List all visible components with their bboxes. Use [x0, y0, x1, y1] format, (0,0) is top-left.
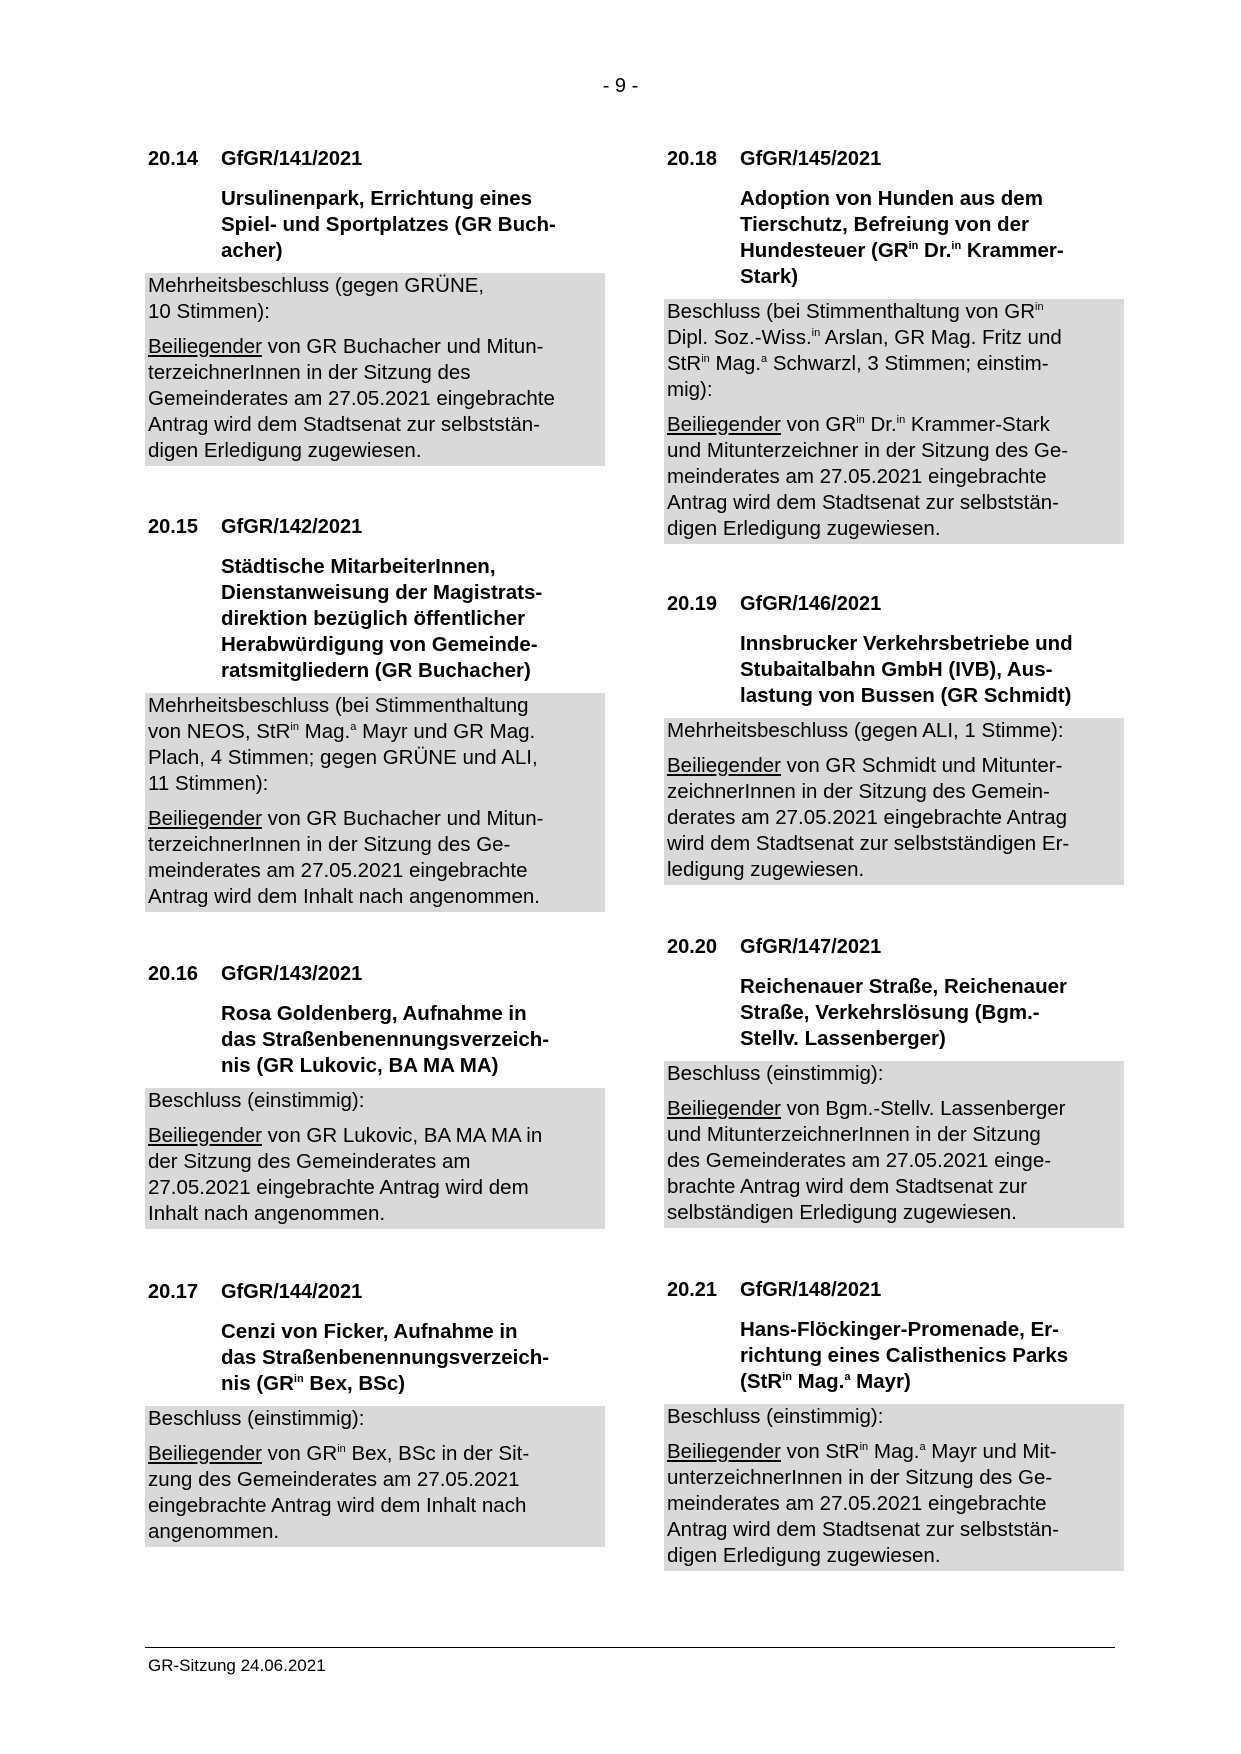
decision-text: [148, 806, 603, 910]
title-line: ratsmitgliedern (GR Buchacher): [221, 659, 531, 682]
text-line: brachte Antrag wird dem Stadtsenat zur: [667, 1175, 1028, 1198]
item-header: [145, 146, 605, 172]
text-line: Antrag wird dem Inhalt nach angenommen.: [148, 885, 541, 908]
item-title: [740, 186, 1124, 290]
title-line: Hans-Flöckinger-Promenade, Er-: [740, 1318, 1059, 1341]
text-line: der Sitzung des Gemeinderates am: [148, 1150, 471, 1173]
item-header: [664, 934, 1124, 960]
text-line: terzeichnerInnen in der Sitzung des: [148, 361, 471, 384]
decision-text: [667, 1439, 1122, 1569]
decision-line: Beschluss (einstimmig):: [667, 1062, 884, 1085]
item-code: GfGR/143/2021: [221, 963, 363, 985]
item-code: GfGR/141/2021: [221, 148, 363, 170]
text-line: [667, 753, 1122, 779]
decision-line-part: Dipl. Soz.-Wiss.$^{in}$ Arslan, GR Mag. Fritz und: [667, 326, 1062, 349]
beiliegender-label: Beiliegender: [667, 1097, 781, 1120]
title-line: Städtische MitarbeiterInnen,: [221, 555, 496, 578]
text-line: Inhalt nach angenommen.: [148, 1202, 386, 1225]
text-line: [667, 1096, 1122, 1122]
text-line: angenommen.: [148, 1520, 280, 1543]
title-line: nis ($GR^{in}$ Bex, BSc): [221, 1372, 406, 1395]
text-line: digen Erledigung zugewiesen.: [667, 517, 941, 540]
decision-line: Beschluss (einstimmig):: [148, 1407, 365, 1430]
decision-line-part: von NEOS, StR$^{in}$ Mag.$^a$ Mayr und GR Mag.: [148, 720, 536, 743]
text-line: [148, 1123, 603, 1149]
title-line: Hundesteuer ($GR^{in}$ Dr.$^{in}$ Krammer-: [740, 239, 1064, 262]
decision-box: [664, 1404, 1124, 1571]
item-number: 20.21: [667, 1279, 718, 1301]
item-header: [664, 591, 1124, 617]
item-code: GfGR/142/2021: [221, 516, 363, 538]
agenda-item-20-18: [664, 146, 1124, 544]
title-line: Adoption von Hunden aus dem: [740, 187, 1043, 210]
decision-box: [145, 273, 605, 466]
item-number: 20.19: [667, 593, 718, 615]
decision-box: [664, 718, 1124, 885]
decision-text: [148, 1123, 603, 1227]
text-line: derates am 27.05.2021 eingebrachte Antrag: [667, 806, 1068, 829]
text-line: meinderates am 27.05.2021 eingebrachte: [667, 465, 1047, 488]
item-code: GfGR/147/2021: [740, 936, 882, 958]
text-line: Antrag wird dem Stadtsenat zur selbststän-: [667, 491, 1059, 514]
text-line: meinderates am 27.05.2021 eingebrachte: [148, 859, 528, 882]
beiliegender-label: Beiliegender: [148, 807, 262, 830]
decision-line: Beschluss (einstimmig):: [667, 1405, 884, 1428]
title-line: Innsbrucker Verkehrsbetriebe und: [740, 632, 1073, 655]
decision-box: [145, 1088, 605, 1229]
decision-line-part: Beschluss (bei Stimmenthaltung von $GR^{in}$: [667, 300, 1044, 323]
text-line: digen Erledigung zugewiesen.: [148, 439, 422, 462]
title-line: Ursulinenpark, Errichtung eines: [221, 187, 532, 210]
title-line: Rosa Goldenberg, Aufnahme in: [221, 1002, 527, 1025]
item-header: [145, 1279, 605, 1305]
text-part: von GR Schmidt und Mitunter-: [780, 754, 1063, 777]
title-line: Dienstanweisung der Magistrats-: [221, 581, 543, 604]
title-line: richtung eines Calisthenics Parks: [740, 1344, 1069, 1367]
text-line: eingebrachte Antrag wird dem Inhalt nach: [148, 1494, 527, 1517]
text-part: von Bgm.-Stellv. Lassenberger: [780, 1097, 1066, 1120]
decision-box: [664, 1061, 1124, 1228]
item-title: [221, 1001, 605, 1079]
item-title: [740, 974, 1124, 1052]
text-line: [148, 806, 603, 832]
text-line: Beiliegender von $GR^{in}$ Dr.$^{in}$ Krammer-Stark: [667, 413, 1050, 436]
decision-line: [148, 693, 603, 806]
item-title: [221, 1319, 605, 1397]
decision-box: [145, 1406, 605, 1547]
item-title: [740, 631, 1124, 709]
text-part: von GR Lukovic, BA MA MA in: [261, 1124, 543, 1147]
item-title: [221, 186, 605, 264]
decision-line-part: 10 Stimmen):: [148, 300, 270, 323]
title-line: Tierschutz, Befreiung von der: [740, 213, 1029, 236]
text-line: Gemeinderates am 27.05.2021 eingebrachte: [148, 387, 555, 410]
item-code: GfGR/145/2021: [740, 148, 882, 170]
text-part: von GR Buchacher und Mitun-: [261, 335, 544, 358]
footer-divider: [145, 1647, 1115, 1648]
footer-text: GR-Sitzung 24.06.2021: [148, 1656, 326, 1675]
item-header: [664, 1277, 1124, 1303]
title-line: Cenzi von Ficker, Aufnahme in: [221, 1320, 518, 1343]
item-number: 20.14: [148, 148, 199, 170]
title-line: Herabwürdigung von Gemeinde-: [221, 633, 538, 656]
title-line: lastung von Bussen (GR Schmidt): [740, 684, 1072, 707]
text-line: meinderates am 27.05.2021 eingebrachte: [667, 1492, 1047, 1515]
agenda-item-20-17: [145, 1279, 605, 1547]
agenda-item-20-14: [145, 146, 605, 466]
item-header: [664, 146, 1124, 172]
item-title: [740, 1317, 1124, 1395]
text-line: terzeichnerInnen in der Sitzung des Ge-: [148, 833, 511, 856]
title-line: Straße, Verkehrslösung (Bgm.-: [740, 1001, 1040, 1024]
agenda-item-20-16: [145, 961, 605, 1229]
decision-line-part: StR$^{in}$ Mag.$^a$ Schwarzl, 3 Stimmen; einstim-: [667, 352, 1049, 375]
decision-box: [145, 693, 605, 912]
item-number: 20.15: [148, 516, 199, 538]
beiliegender-label: Beiliegender: [148, 1124, 262, 1147]
text-line: zeichnerInnen in der Sitzung des Gemein-: [667, 780, 1050, 803]
right-column: [664, 146, 1124, 1571]
decision-line-part: 11 Stimmen):: [148, 772, 269, 795]
text-line: Antrag wird dem Stadtsenat zur selbststän-: [148, 413, 540, 436]
text-part: von GR Buchacher und Mitun-: [261, 807, 544, 830]
left-column: [145, 146, 605, 1547]
beiliegender-label: Beiliegender: [667, 754, 781, 777]
beiliegender-label: Beiliegender: [667, 1440, 781, 1463]
title-line: das Straßenbenennungsverzeich-: [221, 1346, 550, 1369]
text-line: unterzeichnerInnen in der Sitzung des Ge-: [667, 1466, 1053, 1489]
title-line: Stellv. Lassenberger): [740, 1027, 946, 1050]
title-line: Stark): [740, 265, 799, 288]
title-line: nis (GR Lukovic, BA MA MA): [221, 1054, 499, 1077]
decision-text: [667, 1096, 1122, 1226]
agenda-item-20-20: [664, 934, 1124, 1228]
text-line: und Mitunterzeichner in der Sitzung des Ge-: [667, 439, 1069, 462]
decision-line-part: Mehrheitsbeschluss (gegen GRÜNE,: [148, 274, 485, 297]
agenda-item-20-15: [145, 514, 605, 912]
text-line: digen Erledigung zugewiesen.: [667, 1544, 941, 1567]
title-line: Stubaitalbahn GmbH (IVB), Aus-: [740, 658, 1053, 681]
item-title: [221, 554, 605, 684]
beiliegender-label: Beiliegender: [148, 1442, 262, 1465]
text-line: zung des Gemeinderates am 27.05.2021: [148, 1468, 520, 1491]
decision-line-part: mig):: [667, 378, 713, 401]
agenda-item-20-21: [664, 1277, 1124, 1571]
item-code: GfGR/144/2021: [221, 1281, 363, 1303]
decision-text: [667, 753, 1122, 883]
text-line: Beiliegender von StR$^{in}$ Mag.$^a$ Mayr und Mit-: [667, 1440, 1057, 1463]
item-number: 20.20: [667, 936, 718, 958]
decision-text: [148, 334, 603, 464]
text-line: Antrag wird dem Stadtsenat zur selbststän-: [667, 1518, 1059, 1541]
text-line: des Gemeinderates am 27.05.2021 einge-: [667, 1149, 1052, 1172]
text-line: Beiliegender von $GR^{in}$ Bex, BSc in der Sit-: [148, 1442, 530, 1465]
page-number: - 9 -: [602, 75, 639, 97]
title-line: Reichenauer Straße, Reichenauer: [740, 975, 1067, 998]
title-line: Spiel- und Sportplatzes (GR Buch-: [221, 213, 556, 236]
title-line: direktion bezüglich öffentlicher: [221, 607, 526, 630]
decision-line: [667, 299, 1122, 412]
item-number: 20.16: [148, 963, 199, 985]
text-line: und MitunterzeichnerInnen in der Sitzung: [667, 1123, 1041, 1146]
beiliegender-label: Beiliegender: [148, 335, 262, 358]
item-number: 20.17: [148, 1281, 199, 1303]
decision-text: [148, 1441, 603, 1545]
decision-box: [664, 299, 1124, 544]
item-header: [145, 961, 605, 987]
title-line: das Straßenbenennungsverzeich-: [221, 1028, 550, 1051]
agenda-item-20-19: [664, 591, 1124, 885]
text-line: [148, 334, 603, 360]
decision-line-part: Mehrheitsbeschluss (bei Stimmenthaltung: [148, 694, 529, 717]
decision-text: [667, 412, 1122, 542]
title-line: (StR$^{in}$ Mag.$^a$ Mayr): [740, 1370, 911, 1393]
text-line: ledigung zugewiesen.: [667, 858, 865, 881]
decision-line-part: Plach, 4 Stimmen; gegen GRÜNE und ALI,: [148, 746, 538, 769]
text-line: selbständigen Erledigung zugewiesen.: [667, 1201, 1017, 1224]
item-code: GfGR/146/2021: [740, 593, 882, 615]
decision-line: Mehrheitsbeschluss (gegen ALI, 1 Stimme):: [667, 719, 1064, 742]
decision-line: [148, 273, 603, 334]
item-code: GfGR/148/2021: [740, 1279, 882, 1301]
item-header: [145, 514, 605, 540]
text-line: 27.05.2021 eingebrachte Antrag wird dem: [148, 1176, 529, 1199]
decision-line: Beschluss (einstimmig):: [148, 1089, 365, 1112]
item-number: 20.18: [667, 148, 718, 170]
text-line: wird dem Stadtsenat zur selbstständigen Er-: [667, 832, 1070, 855]
beiliegender-label: Beiliegender: [667, 413, 781, 436]
title-line: acher): [221, 239, 283, 262]
